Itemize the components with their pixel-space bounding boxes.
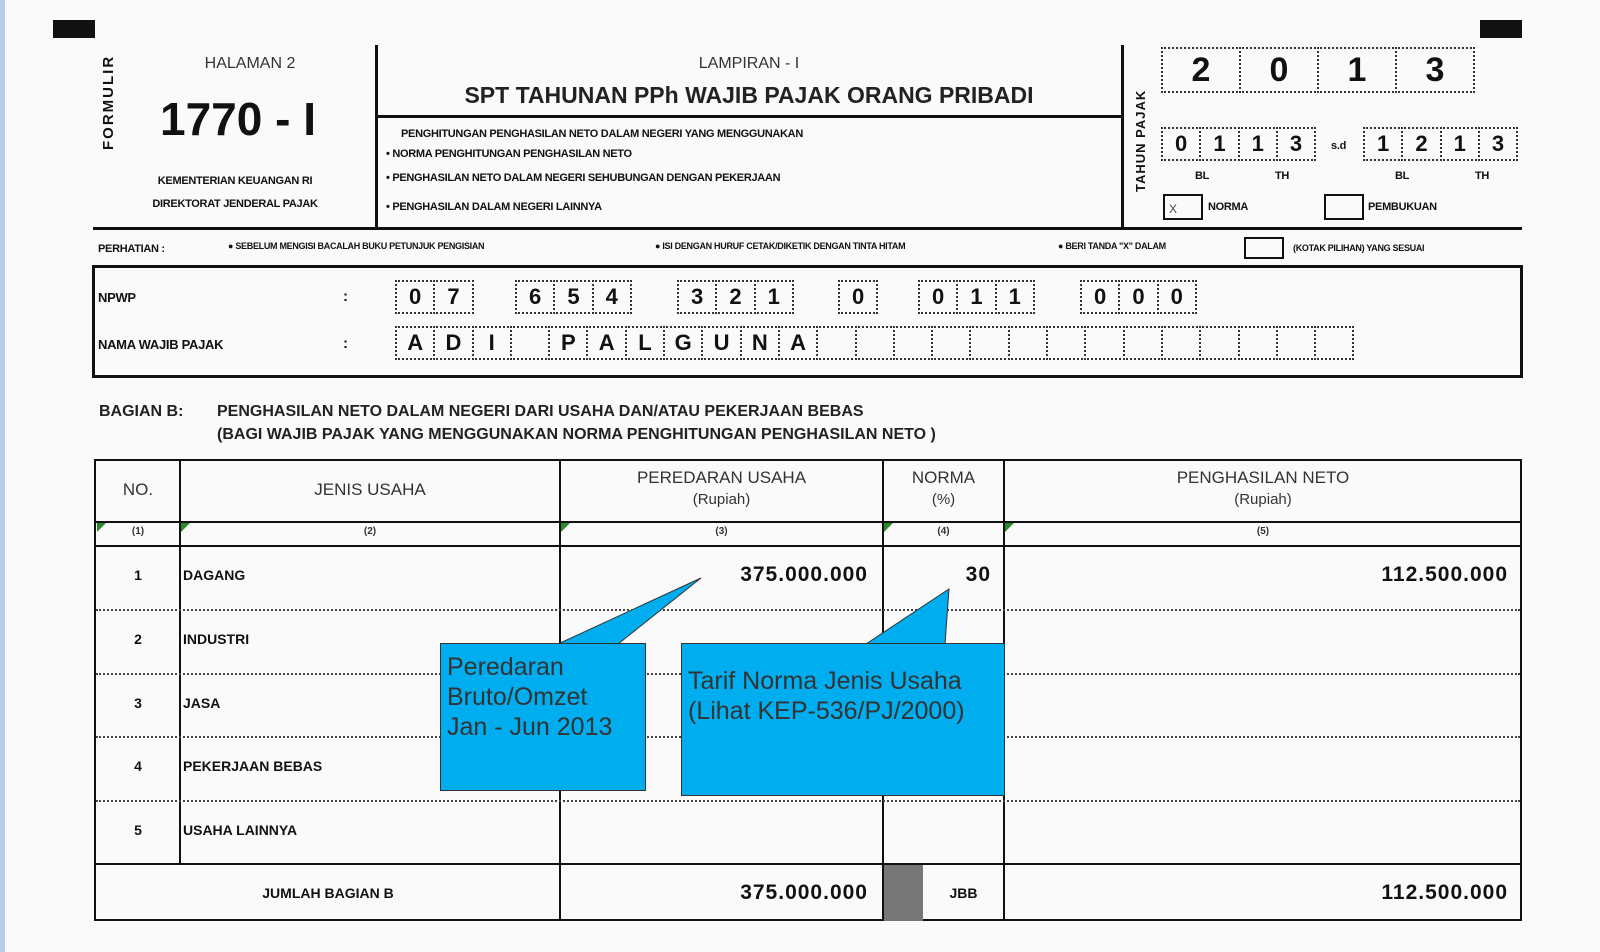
callout-text: Bruto/Omzet (447, 683, 588, 711)
column-unit: (Rupiah) (1234, 491, 1292, 508)
digit-cell[interactable]: 1 (995, 280, 1035, 314)
digit-cell[interactable]: 0 (395, 280, 435, 314)
digit-cell[interactable]: 1 (1363, 127, 1403, 161)
digit-cell[interactable]: 0 (1161, 127, 1201, 161)
digit-cell[interactable]: 0 (838, 280, 878, 314)
column-header: JENIS USAHA (314, 480, 426, 499)
digit-cell[interactable]: 7 (433, 280, 473, 314)
row-number: 5 (134, 822, 142, 838)
digit-cell[interactable]: 1 (1317, 47, 1397, 93)
bl-label: BL (1195, 170, 1210, 182)
digit-cell[interactable]: 6 (515, 280, 555, 314)
digit-cell[interactable]: 0 (1239, 47, 1319, 93)
digit-cell[interactable]: 3 (1276, 127, 1316, 161)
attention-label: PERHATIAN : (98, 243, 165, 255)
digit-cell[interactable]: 0 (1080, 280, 1120, 314)
digit-cell[interactable]: 0 (1157, 280, 1197, 314)
norma-checkbox[interactable]: X (1163, 194, 1203, 220)
column-number: (4) (937, 526, 950, 537)
row-number: 4 (134, 758, 142, 774)
digit-cell[interactable]: 1 (754, 280, 794, 314)
digit-cell[interactable]: 2 (1161, 47, 1241, 93)
form-title: SPT TAHUNAN PPh WAJIB PAJAK ORANG PRIBADI (464, 82, 1034, 108)
column-number: (1) (131, 526, 145, 537)
tahun-pajak-label: TAHUN PAJAK (1133, 89, 1148, 192)
lampiran-label: LAMPIRAN - I (698, 55, 800, 72)
callout-peredaran (440, 643, 646, 791)
norma-value[interactable]: 30 (965, 563, 991, 586)
column-number: (3) (715, 526, 728, 537)
row-number: 1 (134, 567, 142, 583)
business-type: JASA (183, 695, 221, 711)
digit-cell[interactable]: 3 (1478, 127, 1518, 161)
npwp-label: NPWP (98, 290, 136, 305)
column-number: (5) (1256, 526, 1270, 537)
row-number: 3 (134, 695, 142, 711)
description-line: NORMA PENGHITUNGAN PENGHASILAN NETO (392, 148, 632, 160)
digit-cell[interactable]: 4 (592, 280, 632, 314)
total-peredaran: 375.000.000 (740, 881, 868, 904)
attention-item: SEBELUM MENGISI BACALAH BUKU PETUNJUK PENGISIAN (235, 241, 485, 251)
column-header: PEREDARAN USAHA (636, 468, 807, 487)
description-line: PENGHITUNGAN PENGHASILAN NETO DALAM NEGERI YANG MENGGUNAKAN (401, 128, 803, 140)
digit-cell[interactable]: 5 (553, 280, 593, 314)
digit-cell[interactable]: U (701, 326, 741, 360)
callout-text: Jan - Jun 2013 (447, 713, 613, 741)
digit-cell[interactable]: 0 (918, 280, 958, 314)
callout-text: Peredaran (447, 653, 564, 681)
attention-suffix: (KOTAK PILIHAN) YANG SESUAI (1293, 243, 1425, 253)
directorate: DIREKTORAT JENDERAL PAJAK (152, 198, 318, 210)
digit-cell[interactable]: 1 (1440, 127, 1480, 161)
digit-cell[interactable]: 1 (1238, 127, 1278, 161)
total-label: JUMLAH BAGIAN B (262, 885, 394, 901)
formulir-label: FORMULIR (100, 54, 117, 150)
neto-value[interactable]: 112.500.000 (1381, 563, 1508, 586)
column-header: NO. (122, 480, 154, 499)
colon: : (343, 335, 348, 352)
column-header: NORMA (911, 468, 976, 487)
business-type: PEKERJAAN BEBAS (183, 758, 323, 774)
description-line: PENGHASILAN DALAM NEGERI LAINNYA (392, 201, 602, 213)
callout-pointer (558, 578, 701, 644)
digit-cell[interactable]: A (778, 326, 818, 360)
total-neto: 112.500.000 (1381, 881, 1508, 904)
digit-cell[interactable]: 3 (1395, 47, 1475, 93)
row-number: 2 (134, 631, 142, 647)
period-sd: s.d (1331, 140, 1346, 152)
section-prefix: BAGIAN B: (99, 403, 184, 420)
digit-cell[interactable]: 0 (1118, 280, 1158, 314)
callout-text: Tarif Norma Jenis Usaha (688, 667, 962, 695)
form-number: 1770 - I (160, 93, 316, 145)
digit-cell[interactable]: 3 (677, 280, 717, 314)
digit-cell[interactable]: A (586, 326, 626, 360)
callout-pointer (866, 589, 949, 644)
digit-cell[interactable]: 1 (956, 280, 996, 314)
description-line: PENGHASILAN NETO DALAM NEGERI SEHUBUNGAN DENGAN PEKERJAAN (392, 172, 781, 184)
business-type: USAHA LAINNYA (183, 822, 298, 838)
ministry: KEMENTERIAN KEUANGAN RI (157, 175, 313, 187)
column-header: PENGHASILAN NETO (1176, 468, 1350, 487)
bl-label: BL (1395, 170, 1410, 182)
callout-norma (681, 643, 1005, 796)
section-subtitle: (BAGI WAJIB PAJAK YANG MENGGUNAKAN NORMA PENGHITUNGAN PENGHASILAN NETO ) (217, 426, 936, 443)
total-code: JBB (949, 885, 978, 901)
attention-item: BERI TANDA "X" DALAM (1065, 241, 1166, 251)
th-label: TH (1475, 170, 1490, 182)
column-number: (2) (363, 526, 377, 537)
digit-cell[interactable]: P (548, 326, 588, 360)
digit-cell[interactable]: 1 (1199, 127, 1239, 161)
callout-text: (Lihat KEP-536/PJ/2000) (688, 697, 965, 725)
norma-label: NORMA (1208, 201, 1249, 213)
digit-cell[interactable]: N (740, 326, 780, 360)
attention-item: ISI DENGAN HURUF CETAK/DIKETIK DENGAN TINTA HITAM (662, 241, 906, 251)
peredaran-value[interactable]: 375.000.000 (740, 563, 868, 586)
colon: : (343, 288, 348, 305)
digit-cell[interactable]: 2 (715, 280, 755, 314)
page-number: HALAMAN 2 (204, 55, 296, 72)
name-label: NAMA WAJIB PAJAK (98, 337, 224, 352)
column-unit: (Rupiah) (692, 491, 751, 508)
digit-cell[interactable]: A (395, 326, 435, 360)
th-label: TH (1275, 170, 1290, 182)
pembukuan-label: PEMBUKUAN (1368, 201, 1437, 213)
digit-cell[interactable]: L (625, 326, 665, 360)
business-type: INDUSTRI (183, 631, 250, 647)
column-unit: (%) (931, 491, 956, 508)
digit-cell[interactable]: D (433, 326, 473, 360)
section-title: PENGHASILAN NETO DALAM NEGERI DARI USAHA DAN/ATAU PEKERJAAN BEBAS (217, 403, 864, 420)
digit-cell[interactable]: 2 (1401, 127, 1441, 161)
digit-cell[interactable]: I (472, 326, 512, 360)
business-type: DAGANG (183, 567, 246, 583)
digit-cell[interactable]: G (663, 326, 703, 360)
